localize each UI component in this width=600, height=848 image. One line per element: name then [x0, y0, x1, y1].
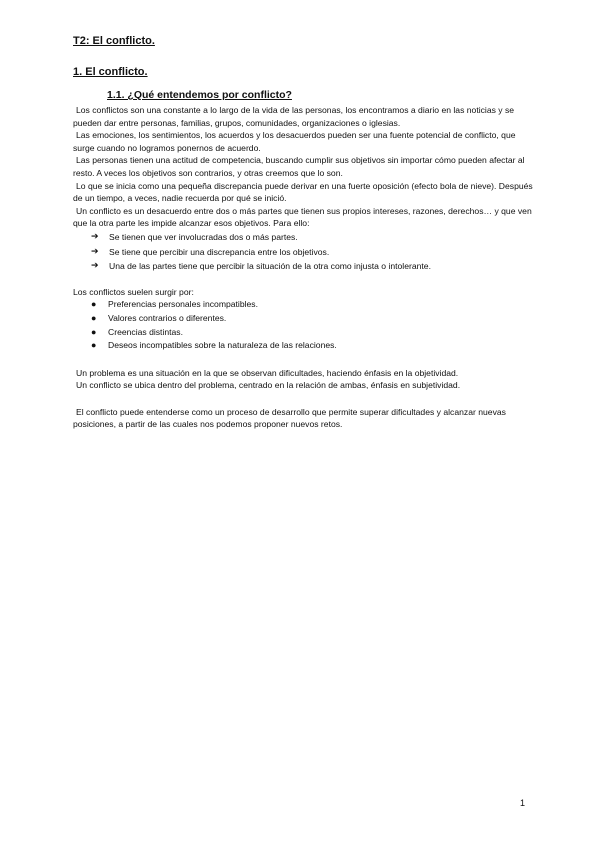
paragraph: Lo que se inicia como una pequeña discrepancia puede derivar en una fuerte oposición (efecto bola de nieve). Después de un tiempo, a veces, nadie recuerda por qué se inició.: [73, 180, 533, 204]
spacer: [73, 353, 533, 367]
paragraph: Las emociones, los sentimientos, los acuerdos y los desacuerdos pueden ser una fuente potencial de conflicto, que surge cuando no logramos ponernos de acuerdo.: [73, 130, 516, 153]
section-heading: 1. El conflicto.: [73, 66, 148, 78]
subsection-heading-text: 1.1. ¿Qué entendemos por conflicto?: [107, 89, 292, 101]
list-item: [91, 230, 533, 245]
list-item: [91, 259, 533, 274]
paragraph: Un conflicto se ubica dentro del problema, centrado en la relación de ambas, énfasis en subjetividad.: [76, 380, 461, 391]
bullet-icon: ●: [91, 312, 97, 323]
spacer: [73, 392, 533, 406]
bullet-icon: ●: [91, 299, 97, 310]
list-item-text: Creencias distintas.: [108, 326, 183, 337]
document-title: T2: El conflicto.: [73, 35, 155, 47]
list-item-text: Se tienen que ver involucradas dos o más partes.: [109, 231, 298, 242]
bullet-icon: ●: [91, 326, 97, 337]
paragraph: Los conflictos son una constante a lo largo de la vida de las personas, los encontramos a diario en las noticias y se pueden dar entre personas, familias, grupos, comunidades, organizaciones o iglesias.: [73, 105, 515, 128]
list-item-text: Una de las partes tiene que percibir la situación de la otra como injusta o intolerante.: [109, 261, 431, 272]
arrow-icon: ➔: [91, 231, 99, 242]
arrow-icon: ➔: [91, 246, 99, 257]
causes-intro: Los conflictos suelen surgir por:: [73, 286, 194, 297]
bullet-list: [73, 298, 533, 352]
paragraph: Un problema es una situación en la que se observan dificultades, haciendo énfasis en la objetividad.: [76, 367, 459, 378]
closing-paragraph: El conflicto puede entenderse como un proceso de desarrollo que permite superar dificultades y alcanzar nuevas posiciones, a partir de las cuales nos podemos proponer nuevos retos.: [73, 406, 506, 430]
paragraph: Las personas tienen una actitud de competencia, buscando cumplir sus objetivos sin importar cómo pueden afectar al resto. A veces los objetivos son contrarios, y otras creemos que lo son.: [73, 155, 525, 178]
paragraph: Un conflicto es un desacuerdo entre dos o más partes que tienen sus propios intereses, razones, derechos… y que ven que la otra parte les impide alcanzar esos objetivos. Para ello:: [73, 205, 532, 229]
list-item-text: Se tiene que percibir una discrepancia entre los objetivos.: [109, 246, 330, 257]
spacer: [73, 274, 533, 286]
list-item-text: Valores contrarios o diferentes.: [108, 312, 227, 323]
page-number: 1: [520, 798, 526, 808]
arrow-icon: ➔: [91, 261, 99, 272]
subsection-heading: [73, 89, 533, 102]
list-item-text: Deseos incompatibles sobre la naturaleza de las relaciones.: [108, 340, 337, 351]
list-item: [91, 326, 533, 340]
list-item: [91, 312, 533, 326]
arrow-list: [73, 230, 533, 274]
document-page: [73, 34, 533, 431]
list-item: [91, 339, 533, 353]
list-item-text: Preferencias personales incompatibles.: [108, 299, 258, 310]
bullet-icon: ●: [91, 340, 97, 351]
list-item: [91, 245, 533, 260]
list-item: [91, 298, 533, 312]
